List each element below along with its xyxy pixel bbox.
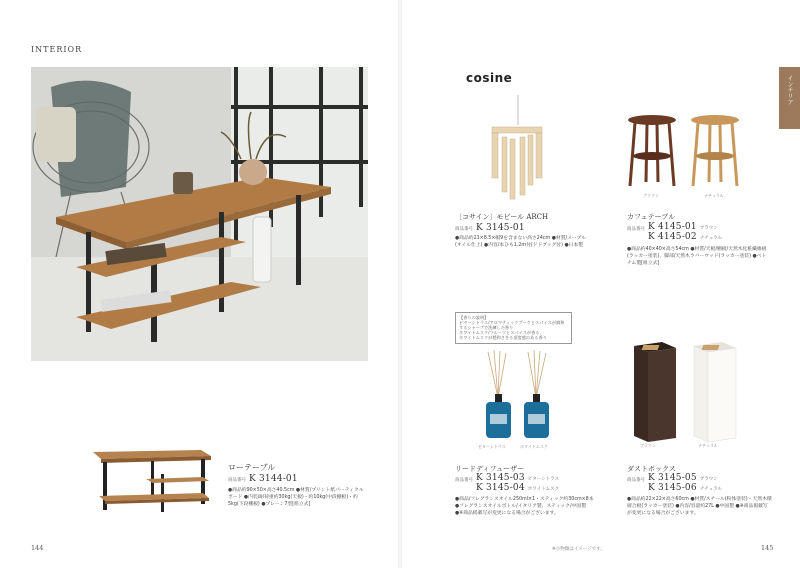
scent-note-line: ホワイトムスク/フルーツとスパイスが香る、 [459,330,544,335]
brand-name: cosine [466,71,513,85]
diffuser-color-1: ビターシトラス [527,477,560,482]
hero-photo-illustration [31,67,368,361]
diffuser-codes [455,473,559,493]
dustbox-color-2: ナチュラル [699,487,723,492]
mobile-code-row [455,223,525,233]
dustbox-name: ダストボックス [627,465,676,473]
diffuser-photo [478,350,558,442]
dustbox-code-row [648,483,722,493]
cafe-table-name: カフェテーブル [627,213,676,221]
cafe-code-row [648,232,722,242]
cafe-table-description: ●商品約40×40×高さ54cm ●材質/天板/棚板/天然木化粧繊維板(ラッカー塗装)、脚部/天然木ラバーウッド(ラッカー塗装) ●ベトナム製[組立式] [627,247,767,266]
diffuser-description: ●商品/フレグランスオイル250ml×1・スティック約30cm×8本 ●フレグランスオイルボトル/イタリア製、スティック/中国製 ●※商品掲載写が変更になる場合がございます。 [455,497,594,516]
dustbox-code-row [648,473,722,483]
diffuser-code-2: K 3145-04 [476,483,525,493]
mobile-code: K 3145-01 [476,223,525,233]
low-table-name: ローテーブル [228,463,276,472]
dustbox-caption-natural: ナチュラル [698,443,718,448]
cafe-color-1: ブラウン [699,226,718,231]
category-tab [779,67,800,129]
low-table-code-row [228,474,298,484]
cafe-caption-brown: ブラウン [643,193,659,198]
cafe-table-photo [620,110,745,190]
page-gutter [398,0,402,568]
section-label: INTERIOR [31,45,83,54]
code-label: 商品番号 [627,478,645,483]
code-label: 商品番号 [455,227,473,232]
diffuser-code-row [476,483,559,493]
low-table-code: K 3144-01 [249,474,298,484]
diffuser-caption-1: ビターシトラス [478,444,506,449]
dustbox-photo [632,338,742,444]
diffuser-code-row [476,473,559,483]
right-page-number: 145 [761,544,774,552]
left-page-number: 144 [31,544,44,552]
cafe-table-codes [627,222,722,242]
diffuser-code-1: K 3145-03 [476,473,525,483]
code-label: 商品番号 [455,478,473,483]
category-tab-label: インテリア [786,75,793,105]
mobile-arch-photo [478,95,558,205]
dustbox-code-1: K 3145-05 [648,473,697,483]
scent-note-line: ホワイトムスクが穏和さをる頂度感のある香り [459,335,547,340]
low-table-photo [91,446,213,516]
cafe-caption-natural: ナチュラル [704,193,724,198]
diffuser-color-2: ホワイトムスク [527,487,560,492]
cafe-code-1: K 4145-01 [648,222,697,232]
diffuser-caption-2: ホワイトムスク [520,444,548,449]
diffuser-name: リードディフューザー [455,465,525,473]
footnote: ※小物類はイメージです。 [552,547,605,552]
dustbox-caption-brown: ブラウン [640,443,656,448]
mobile-description: ●商品約21×8.5×幅9を含まない高さ24cm ●材質/メープル(オイル仕上) ●内容/本ひも1.2m付(ドドブッグ付) ●日本製 [455,236,586,248]
dustbox-description: ●商品約22×22×高さ60cm ●材質/スチール(粉体塗装)・天然木積層合板(ラッカー塗装) ●内容/容量約27L ●中国製 ●※商品掲載写が変更になる場合がございます。 [627,497,772,516]
code-label: 商品番号 [627,227,645,232]
cafe-color-2: ナチュラル [699,236,723,241]
cafe-code-2: K 4145-02 [648,232,697,242]
dustbox-code-2: K 3145-06 [648,483,697,493]
scent-note-box [455,312,572,344]
hero-photo [31,67,368,361]
cafe-code-row [648,222,722,232]
code-label: 商品番号 [228,478,246,483]
low-table-description: ●商品約90×50×高さ40.5cm ●材質/プリント紙パーティクルボード ●内装/耐荷重約30kg(天板)・約10kg(中段棚板)・約5kg(下段棚板) ●プレーン7型[組立式] [228,488,364,507]
scent-note-title: 【香りの説明】 [459,315,489,320]
dustbox-codes [627,473,722,493]
dustbox-color-1: ブラウン [699,477,718,482]
scent-note-line: ビターシトラス/アロマティックブーケとスパイスが調和するシャープで洗練した香り [459,320,565,330]
mobile-name: 〔コサイン〕モビール ARCH [455,213,549,221]
